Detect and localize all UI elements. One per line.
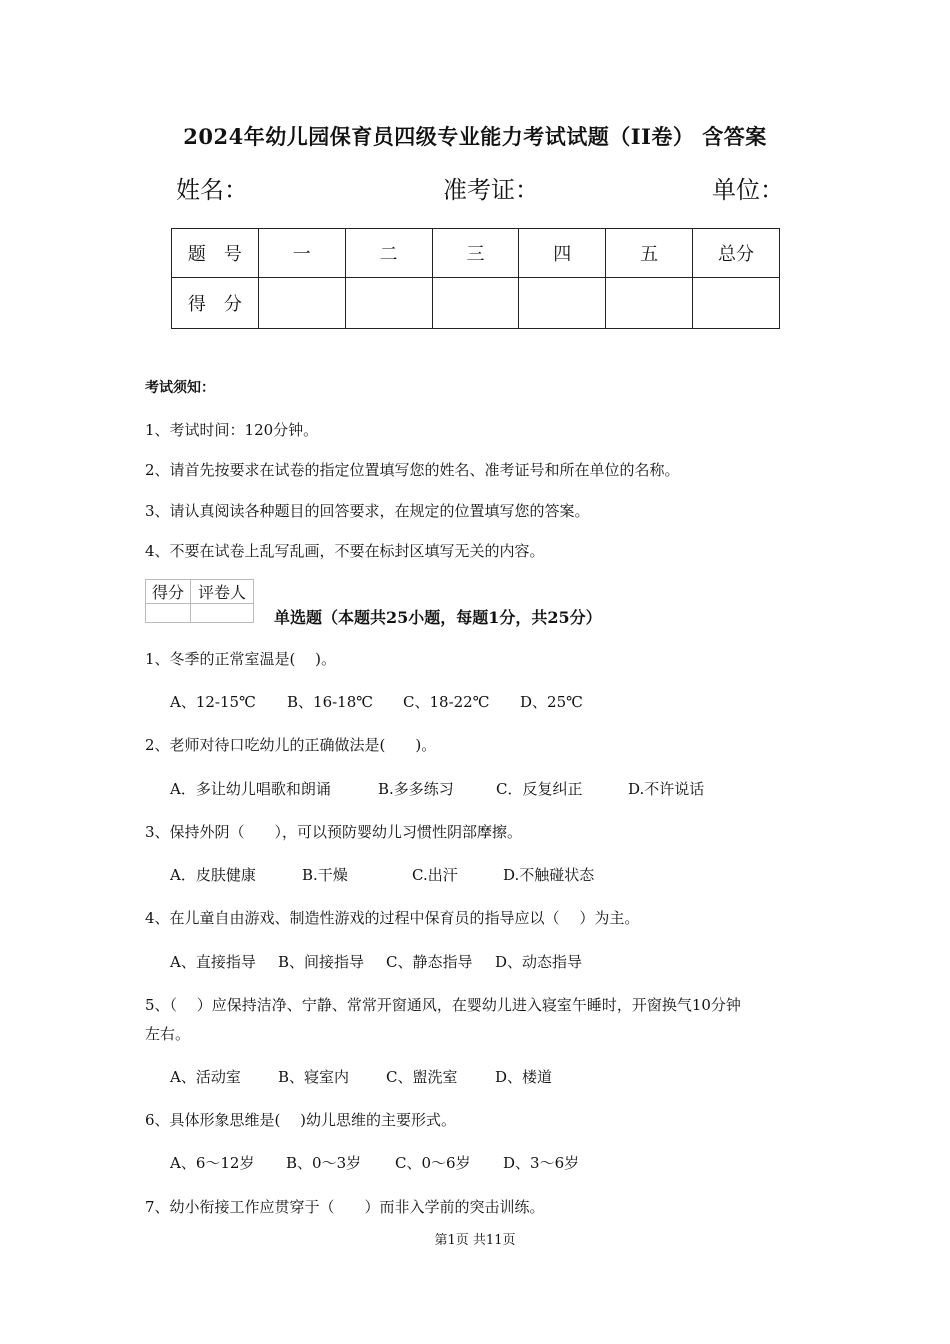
- option: D.不触碰状态: [503, 866, 595, 884]
- option: C、盥洗室: [386, 1068, 458, 1086]
- score-table-col-total: 总分: [693, 229, 780, 278]
- question-stem: 2、老师对待口吃幼儿的正确做法是( )。: [145, 736, 437, 754]
- page-title: 2024年幼儿园保育员四级专业能力考试试题（II卷） 含答案: [183, 124, 767, 149]
- grader-box-input-row: [146, 604, 254, 623]
- note-item: 4、不要在试卷上乱写乱画，不要在标封区填写无关的内容。: [145, 542, 545, 560]
- page-footer: 第1页 共11页: [434, 1233, 516, 1248]
- note-item: 1、考试时间：120分钟。: [145, 421, 319, 439]
- note-item: 2、请首先按要求在试卷的指定位置填写您的姓名、准考证号和所在单位的名称。: [145, 461, 680, 479]
- option: B、16-18℃: [287, 693, 374, 711]
- score-table-col-1: 一: [258, 229, 345, 278]
- grader-box: [145, 579, 254, 623]
- grader-name-label: 评卷人: [191, 580, 254, 604]
- unit-label: 单位：: [712, 176, 784, 204]
- grader-box-header-row: [146, 580, 254, 604]
- option: D.不许说话: [628, 780, 705, 798]
- option: A、6～12岁: [170, 1154, 255, 1172]
- score-cell-1[interactable]: [258, 278, 345, 329]
- score-cell-total[interactable]: [693, 278, 780, 329]
- score-table-col-4: 四: [519, 229, 606, 278]
- section-title: 单选题（本题共25小题，每题1分，共25分）: [274, 608, 602, 627]
- option: A．皮肤健康: [170, 866, 256, 884]
- question-stem: 5、（ ）应保持洁净、宁静、常常开窗通风，在婴幼儿进入寝室午睡时，开窗换气10分钟: [145, 996, 741, 1014]
- notes-title: 考试须知：: [145, 380, 215, 396]
- score-cell-4[interactable]: [519, 278, 606, 329]
- option: B、间接指导: [278, 953, 365, 971]
- question-stem-continued: 左右。: [145, 1025, 191, 1043]
- score-table-col-2: 二: [345, 229, 432, 278]
- score-table-score-row: [172, 278, 780, 329]
- option: D、楼道: [495, 1068, 553, 1086]
- option: A、活动室: [170, 1068, 241, 1086]
- question-stem: 3、保持外阴（ ），可以预防婴幼儿习惯性阴部摩擦。: [145, 823, 523, 841]
- option: B.多多练习: [378, 780, 454, 798]
- score-cell-2[interactable]: [345, 278, 432, 329]
- question-stem: 4、在儿童自由游戏、制造性游戏的过程中保育员的指导应以（ ）为主。: [145, 909, 640, 927]
- option: D、25℃: [520, 693, 583, 711]
- option: B、寝室内: [278, 1068, 350, 1086]
- option: D、动态指导: [495, 953, 583, 971]
- option: A、12-15℃: [170, 693, 256, 711]
- question-stem: 1、冬季的正常室温是( )。: [145, 650, 337, 668]
- option: A．多让幼儿唱歌和朗诵: [170, 780, 331, 798]
- score-table-col-5: 五: [606, 229, 693, 278]
- option: C.出汗: [412, 866, 458, 884]
- option: A、直接指导: [170, 953, 256, 971]
- question-stem: 6、具体形象思维是( )幼儿思维的主要形式。: [145, 1111, 457, 1129]
- grader-score-label: 得分: [146, 580, 191, 604]
- score-table-col-3: 三: [432, 229, 519, 278]
- score-table-header-label: 题 号: [172, 229, 259, 278]
- option: C、18-22℃: [403, 693, 490, 711]
- option: C、0～6岁: [395, 1154, 471, 1172]
- score-table-header-row: [172, 229, 780, 278]
- name-label: 姓名：: [176, 176, 248, 204]
- question-stem: 7、幼小衔接工作应贯穿于（ ）而非入学前的突击训练。: [145, 1198, 545, 1216]
- option: C、静态指导: [386, 953, 473, 971]
- grader-name-cell[interactable]: [191, 604, 254, 623]
- score-table: [171, 228, 780, 329]
- score-table-score-label: 得 分: [172, 278, 259, 329]
- grader-score-cell[interactable]: [146, 604, 191, 623]
- option: C．反复纠正: [496, 780, 583, 798]
- option: B、0～3岁: [286, 1154, 362, 1172]
- note-item: 3、请认真阅读各种题目的回答要求，在规定的位置填写您的答案。: [145, 502, 590, 520]
- option: B.干燥: [302, 866, 348, 884]
- option: D、3～6岁: [503, 1154, 580, 1172]
- score-cell-3[interactable]: [432, 278, 519, 329]
- exam-id-label: 准考证：: [443, 176, 539, 204]
- score-cell-5[interactable]: [606, 278, 693, 329]
